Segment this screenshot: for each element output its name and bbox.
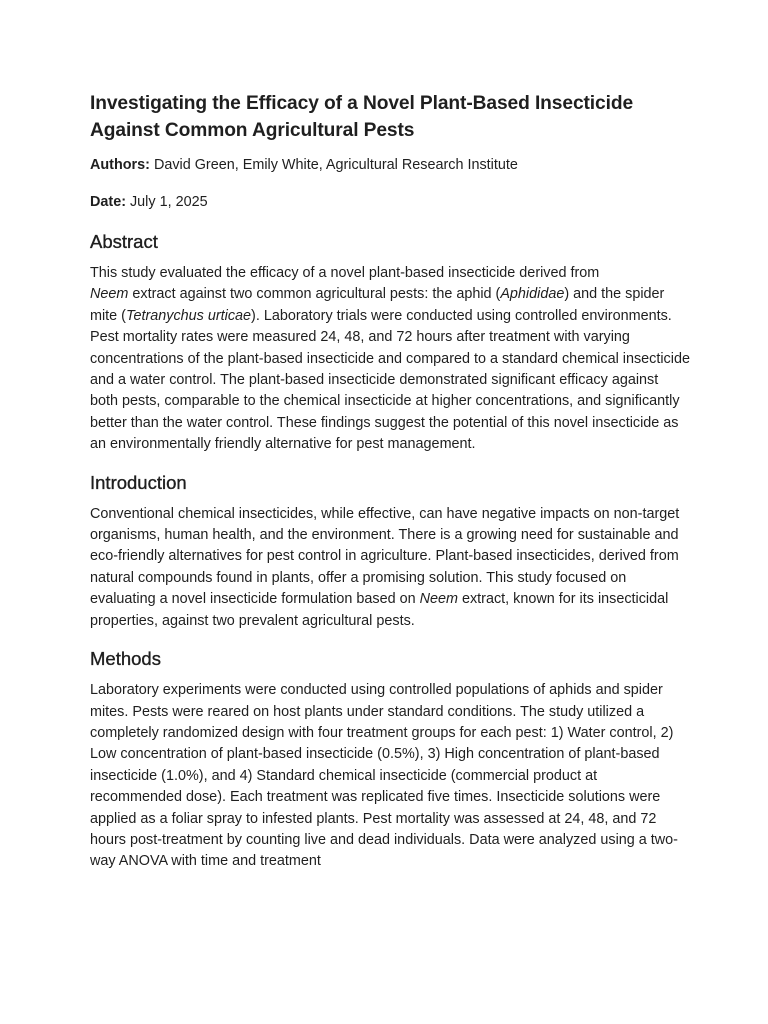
abstract-heading: Abstract [90, 231, 158, 252]
authors-line [90, 154, 690, 176]
authors-value: David Green, Emily White, Agricultural Research Institute [153, 157, 518, 173]
abstract-mite-name: Tetranychus urticae [125, 307, 252, 324]
abstract-text-4: ). Laboratory trials were conducted using controlled environments. Pest mortality rates were measured 24, 48, and 72 hours after treatment with varying concentrations of the plant-based insecticide and compared to a standard chemical insecticide and a water control. The plant-based insecticide demonstrated significant efficacy against both pests, comparable to the chemical insecticide at higher concentrations, and significantly better than the water control. These findings suggest the potential of this novel insecticide as an environmentally friendly alternative for pest management. [90, 307, 690, 453]
introduction-text-2: extract, known for its insecticidal properties, against two prevalent agricultural pests. [90, 591, 669, 629]
abstract-paragraph [90, 263, 690, 456]
methods-heading: Methods [90, 648, 161, 670]
introduction-heading: Introduction [90, 471, 187, 493]
abstract-aphid-name: Aphididae [500, 286, 565, 303]
introduction-neem: Neem [419, 591, 458, 608]
abstract-text-3: ) and the spider mite ( [90, 286, 665, 324]
abstract-text-2: extract against two common agricultural pests: the aphid ( [128, 286, 501, 303]
abstract-text-1: This study evaluated the efficacy of a novel plant-based insecticide derived from [90, 265, 600, 281]
date-value: July 1, 2025 [129, 194, 208, 210]
date-label: Date: [90, 194, 126, 210]
abstract-neem: Neem [90, 286, 129, 303]
date-line [90, 191, 690, 213]
paper-title: Investigating the Efficacy of a Novel Plant-Based Insecticide Against Common Agricultural Pests [90, 93, 634, 141]
authors-label: Authors: [90, 157, 150, 173]
introduction-text-1: Conventional chemical insecticides, while effective, can have negative impacts on non-target organisms, human health, and the environment. There is a growing need for sustainable and eco-friendly alternatives for pest control in agriculture. Plant-based insecticides, derived from natural compounds found in plants, offer a promising solution. This study focused on evaluating a novel insecticide formulation based on [90, 505, 680, 608]
methods-paragraph: Laboratory experiments were conducted using controlled populations of aphids and spider mites. Pests were reared on host plants under standard conditions. The study utilized a completely randomized design with four treatment groups for each pest: 1) Water control, 2) Low concentration of plant-based insecticide (0.5%), 3) High concentration of plant-based insecticide (1.0%), and 4) Standard chemical insecticide (commercial product at recommended dose). Each treatment was replicated five times. Insecticide solutions were applied as a foliar spray to infested plants. Pest mortality was assessed at 24, 48, and 72 hours post-treatment by counting live and dead individuals. Data were analyzed using a two-way ANOVA with time and treatment [90, 682, 678, 870]
introduction-paragraph [90, 504, 690, 632]
paper-page [90, 90, 690, 887]
